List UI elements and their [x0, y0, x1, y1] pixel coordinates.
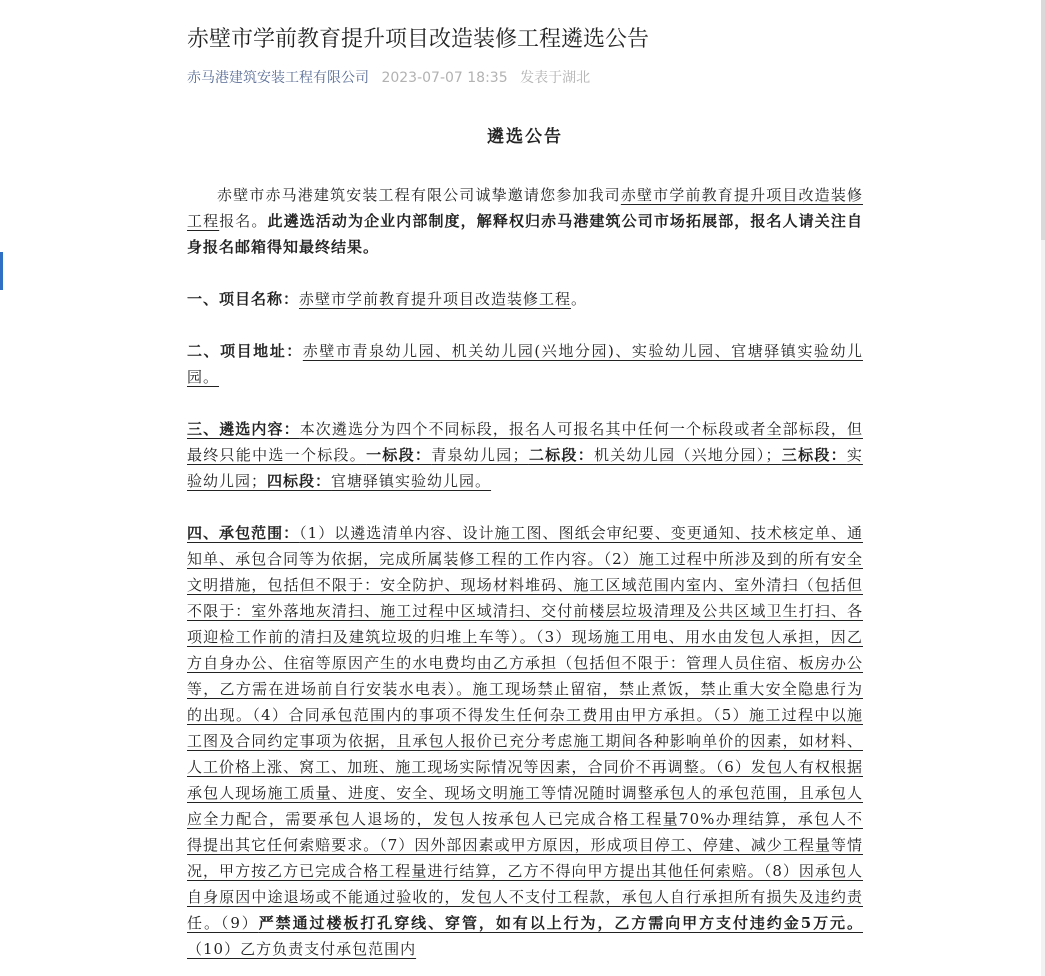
notice-heading: 遴选公告 [487, 127, 563, 147]
section-bold-text: 严禁通过楼板打孔穿线、穿管，如有以上行为，乙方需向甲方支付违约金5万元。 [258, 914, 863, 932]
lot2-label: 二标段： [528, 446, 594, 464]
left-edge-strip [0, 0, 3, 976]
intro-text-2: 报名。 [219, 212, 268, 230]
section-label: 一、项目名称： [187, 290, 300, 308]
lot1-label: 一标段： [366, 446, 432, 464]
lot3-label: 三标段： [781, 446, 847, 464]
section-selection-content [187, 416, 863, 494]
lot3-value: 实验幼儿园； [187, 446, 863, 490]
article-meta [187, 68, 590, 88]
section-contract-scope [187, 520, 863, 962]
lot4-value: 官塘驿镇实验幼儿园。 [331, 472, 492, 490]
article-title: 赤壁市学前教育提升项目改造装修工程遴选公告 [187, 27, 650, 52]
section-tail: （10）乙方负责支付承包范围内 [187, 940, 417, 958]
section-value: 本次遴选分为四个不同标段，报名人可报名其中任何一个标段或者全部标段，但最终只能中选一个标段。 [187, 420, 863, 464]
section-project-name [187, 286, 863, 312]
author-link[interactable]: 赤马港建筑安装工程有限公司 [187, 70, 369, 86]
intro-bold-text: 此遴选活动为企业内部制度，解释权归赤马港建筑公司市场拓展部，报名人请关注自身报名邮箱得知最终结果。 [187, 212, 863, 256]
scrollbar[interactable] [1041, 0, 1045, 976]
section-end: 。 [571, 290, 588, 308]
scrollbar-thumb[interactable] [1041, 0, 1045, 240]
intro-text: 赤壁市赤马港建筑安装工程有限公司诚挚邀请您参加我司 [217, 186, 621, 204]
project-name-link[interactable]: 赤壁市学前教育提升项目改造装修工程 [187, 186, 863, 230]
lot1-value: 青泉幼儿园； [431, 446, 529, 464]
publish-datetime: 2023-07-07 18:35 [381, 70, 508, 86]
section-value: 赤壁市青泉幼儿园、机关幼儿园(兴地分园)、实验幼儿园、官塘驿镇实验幼儿园。 [187, 342, 863, 386]
left-edge-indicator [0, 252, 3, 290]
lot2-value: 机关幼儿园（兴地分园）； [593, 446, 782, 464]
section-label: 三、遴选内容： [187, 420, 300, 438]
section-value: 赤壁市学前教育提升项目改造装修工程 [299, 290, 572, 308]
section-label: 四、承包范围： [187, 524, 300, 542]
lot4-label: 四标段： [267, 472, 332, 490]
section-project-address [187, 338, 863, 390]
section-label: 二、项目地址： [187, 342, 303, 360]
publish-location: 发表于湖北 [520, 70, 591, 86]
section-value: （1）以遴选清单内容、设计施工图、图纸会审纪要、变更通知、技术核定单、通知单、承包合同等为依据，完成所属装修工程的工作内容。（2）施工过程中所涉及到的所有安全文明措施，包括但不限于：安全防护、现场材料堆码、施工区域范围内室内、室外清扫（包括但不限于：室外落地灰清扫、施工过程中区域清扫、交付前楼层垃圾清理及公共区域卫生打扫、各项迎检工作前的清扫及建筑垃圾的归堆上车等）。（3）现场施工用电、用水由发包人承担，因乙方自身办公、住宿等原因产生的水电费均由乙方承担（包括但不限于：管理人员住宿、板房办公等，乙方需在进场前自行安装水电表）。施工现场禁止留宿，禁止煮饭，禁止重大安全隐患行为的出现。（4）合同承包范围内的事项不得发生任何杂工费用由甲方承担。（5）施工过程中以施工图及合同约定事项为依据，且承包人报价已充分考虑施工期间各种影响单价的因素，如材料、人工价格上涨、窝工、加班、施工现场实际情况等因素，合同价不再调整。（6）发包人有权根据承包人现场施工质量、进度、安全、现场文明施工等情况随时调整承包人的承包范围，且承包人应全力配合，需要承包人退场的，发包人按承包人已完成合格工程量70%办理结算，承包人不得提出其它任何索赔要求。（7）因外部因素或甲方原因，形成项目停工、停建、减少工程量等情况，甲方按乙方已完成合格工程量进行结算，乙方不得向甲方提出其他任何索赔。（8）因承包人自身原因中途退场或不能通过验收的，发包人不支付工程款，承包人自行承担所有损失及违约责任。（9） [187, 524, 863, 932]
intro-paragraph [187, 182, 863, 260]
article-body [187, 124, 863, 976]
